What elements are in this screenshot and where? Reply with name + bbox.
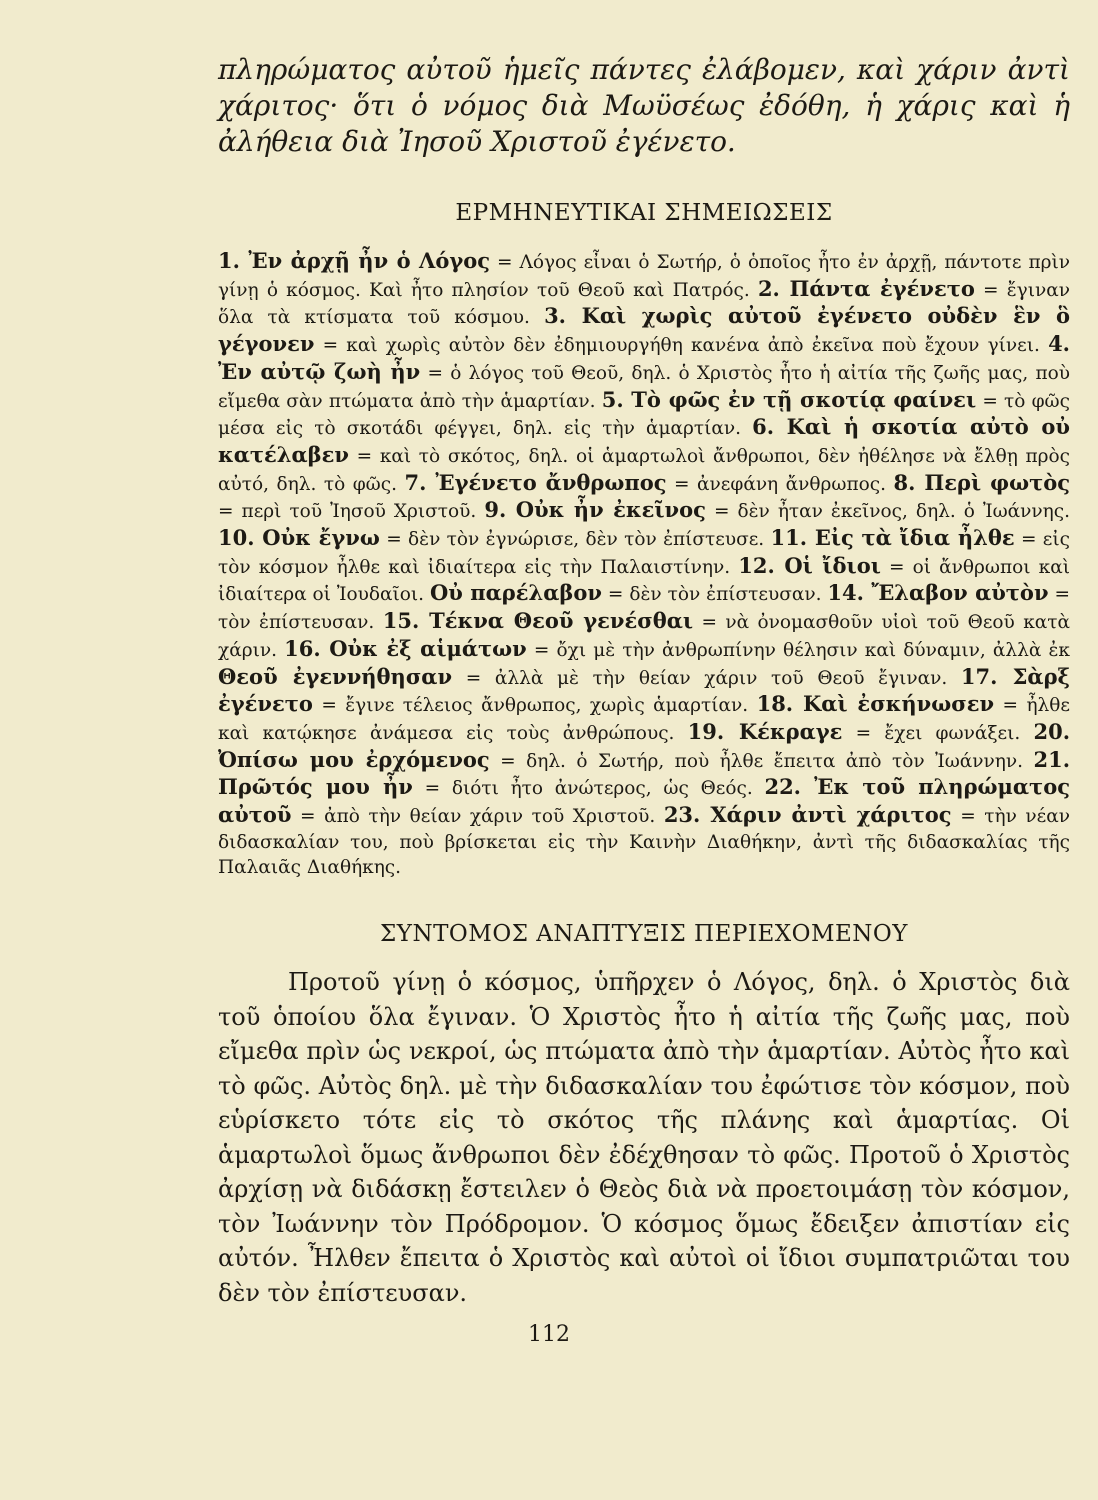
note-number: 4.: [1048, 331, 1070, 357]
note-number: 11.: [770, 525, 815, 551]
note-term-text: Οὐκ ἦν ἐκεῖνος: [515, 497, 706, 523]
note-definition: = ὁ λόγος τοῦ Θεοῦ, δηλ. ὁ Χριστὸς ἦτο ἡ αἰτία τῆς ζωῆς μας, ποὺ εἴμεθα σὰν πτώματα ἀπὸ τὴν ἁμαρτίαν.: [218, 362, 1070, 412]
note-term-text: Χάριν ἀντὶ χάριτος: [710, 802, 952, 828]
note-term-text: Ὀπίσω μου ἐρχόμενος: [218, 746, 490, 772]
note-term-text: Ἐγένετο ἄνθρωπος: [435, 469, 667, 495]
note-definition: = ἀπὸ τὴν θείαν χάριν τοῦ Χριστοῦ.: [291, 806, 664, 828]
note-number: 17.: [960, 663, 1013, 689]
note-term: [827, 580, 1048, 605]
note-term-text: Τὸ φῶς ἐν τῇ σκοτίᾳ φαίνει: [631, 386, 977, 412]
note-term-text: Κέκραγε: [738, 718, 843, 744]
note-number: 1.: [218, 248, 249, 273]
note-definition: = νὰ ὀνομασθοῦν υἱοὶ τοῦ Θεοῦ κατὰ χάριν.: [218, 612, 1070, 661]
note-item: [218, 663, 961, 689]
note-definition: = ἀνεφάνη ἄνθρωπος.: [666, 473, 894, 495]
note-number: 5.: [601, 386, 632, 412]
note-item: [404, 469, 894, 495]
note-term: [218, 664, 452, 689]
note-item: [687, 718, 1034, 744]
note-term: [484, 497, 706, 522]
note-number: 10.: [218, 525, 263, 551]
note-definition: = δηλ. ὁ Σωτήρ, ποὺ ἦλθε ἔπειτα ἀπὸ τὸν Ἰωάννην.: [489, 750, 1034, 772]
note-number: 9.: [484, 497, 516, 523]
note-definition: = ἦλθε καὶ κατῴκησε ἀνάμεσα εἰς τοὺς ἀνθρώπους.: [218, 695, 1070, 744]
note-term-text: Καὶ ἐσκήνωσεν: [802, 691, 995, 717]
note-definition: = ἔγινε τέλειος ἄνθρωπος, χωρὶς ἁμαρτίαν.: [312, 695, 757, 717]
note-item: [218, 525, 771, 551]
summary-paragraph: Προτοῦ γίνῃ ὁ κόσμος, ὑπῆρχεν ὁ Λόγος, δηλ. ὁ Χριστὸς διὰ τοῦ ὁποίου ὅλα ἔγιναν. Ὁ Χριστὸς ἦτο ἡ αἰτία τῆς ζωῆς μας, ποὺ εἴμεθα πρὶν ὡς νεκροί, ὡς πτώματα ἀπὸ τὴν ἁμαρτίαν. Αὐτὸς ἦτο καὶ τὸ φῶς. Αὐτὸς δηλ. μὲ τὴν διδασκαλίαν του ἐφώτισε τὸν κόσμον, ποὺ εὑρίσκετο τότε εἰς τὸ σκότος τῆς πλάνης καὶ ἁμαρτίας. Οἱ ἁμαρτωλοὶ ὅμως ἄνθρωποι δὲν ἐδέχθησαν τὸ φῶς. Προτοῦ ὁ Χριστὸς ἀρχίσῃ νὰ διδάσκῃ ἔστειλεν ὁ Θεὸς διὰ νὰ προετοιμάσῃ τὸν κόσμον, τὸν Ἰωάννην τὸν Πρόδρομον. Ὁ κόσμος ὅμως ἔδειξεν ἀπιστίαν εἰς αὐτόν. Ἦλθεν ἔπειτα ὁ Χριστὸς καὶ αὐτοὶ οἱ ἴδιοι συμπατριῶται του δὲν τὸν ἐπίστευσαν.: [218, 968, 1070, 1307]
note-number: 2.: [757, 275, 790, 301]
note-definition: = δὲν τὸν ἐγνώρισε, δὲν τὸν ἐπίστευσε.: [379, 529, 771, 551]
note-number: 23.: [663, 802, 711, 828]
note-definition: = ἔγιναν ὅλα τὰ κτίσματα τοῦ κόσμου.: [218, 279, 1070, 329]
note-number: 21.: [1033, 746, 1071, 772]
note-item: [430, 580, 828, 606]
note-term-text: Τέκνα Θεοῦ γενέσθαι: [429, 608, 694, 634]
note-definition: = εἰς τὸν κόσμον ἦλθε καὶ ἰδιαίτερα εἰς τὴν Παλαιστίνην.: [218, 529, 1070, 578]
note-item: [484, 497, 1070, 523]
note-term: [602, 387, 976, 412]
note-number: 3.: [544, 303, 582, 329]
note-item: [284, 635, 1070, 661]
note-term: [738, 553, 881, 578]
page-content: [218, 52, 1070, 1310]
note-definition: = ἀλλὰ μὲ τὴν θείαν χάριν τοῦ Θεοῦ ἔγιναν.: [452, 667, 961, 689]
note-term: [757, 691, 995, 716]
note-term-text: Πάντα ἐγένετο: [789, 275, 975, 301]
note-definition: = Λόγος εἶναι ὁ Σωτήρ, ὁ ὁποῖος ἦτο ἐν ἀρχῇ, πάντοτε πρὶν γίνῃ ὁ κόσμος. Καὶ ἦτο πλησίον τοῦ Θεοῦ καὶ Πατρός.: [218, 252, 1070, 301]
note-term-text: Οὐ παρέλαβον: [430, 580, 602, 606]
note-definition: = δὲν τὸν ἐπίστευσαν.: [601, 584, 828, 606]
note-number: 19.: [687, 718, 739, 744]
note-term-text: Καὶ χωρὶς αὐτοῦ ἐγένετο οὐδὲν ἓν ὃ γέγονεν: [218, 303, 1070, 357]
note-term-text: Οὐκ ἔγνω: [262, 525, 380, 551]
note-number: 15.: [382, 608, 430, 634]
note-term: [894, 470, 1070, 495]
note-term-text: Καὶ ἡ σκοτία αὐτὸ οὐ κατέλαβεν: [218, 414, 1070, 467]
note-term-text: Οἱ ἴδιοι: [784, 552, 881, 578]
note-number: 20.: [1033, 718, 1071, 744]
note-term: [405, 470, 667, 495]
note-term: [771, 525, 1015, 550]
note-term-text: Σὰρξ ἐγένετο: [218, 663, 1070, 717]
note-term-text: Οὐκ ἐξ αἱμάτων: [329, 635, 527, 661]
note-term-text: Θεοῦ ἐγεννήθησαν: [218, 663, 453, 689]
note-definition: = καὶ χωρὶς αὐτὸν δὲν ἐδημιουργήθη κανένα ἀπὸ ἐκεῖνα ποὺ ἔχουν γίνει.: [314, 335, 1049, 357]
note-definition: = τὸν ἐπίστευσαν.: [218, 584, 1070, 634]
note-term: [218, 248, 490, 273]
note-term: [383, 608, 693, 633]
note-term-text: Ἐν ἀρχῇ ἦν ὁ Λόγος: [248, 248, 490, 273]
note-term: [218, 525, 380, 550]
note-definition: = δὲν ἦταν ἐκεῖνος, δηλ. ὁ Ἰωάννης.: [705, 501, 1070, 523]
note-term-text: Ἔλαβον αὐτὸν: [871, 580, 1049, 606]
note-number: 6.: [752, 414, 787, 440]
note-term-text: Ἐκ τοῦ πληρώματος αὐτοῦ: [218, 774, 1070, 828]
note-term: [758, 276, 975, 301]
note-number: 22.: [764, 774, 815, 800]
note-term-text: Ἐν αὐτῷ ζωὴ ἦν: [218, 358, 421, 384]
note-number: 7.: [404, 469, 436, 495]
note-number: 18.: [756, 691, 803, 717]
note-definition: = καὶ τὸ σκότος, δηλ. οἱ ἁμαρτωλοὶ ἄνθρωποι, δὲν ἠθέλησε νὰ ἔλθῃ πρὸς αὐτό, δηλ. τὸ φῶς.: [218, 445, 1070, 495]
note-term-text: Περὶ φωτὸς: [924, 469, 1070, 495]
note-number: 16.: [284, 635, 330, 661]
note-term: [664, 802, 952, 827]
summary-heading: ΣΥΝΤΟΜΟΣ ΑΝΑΠΤΥΞΙΣ ΠΕΡΙΕΧΟΜΕΝΟΥ: [380, 921, 908, 948]
note-definition: = διότι ἦτο ἀνώτερος, ὡς Θεός.: [412, 778, 765, 800]
note-definition: = τὴν νέαν διδασκαλίαν του, ποὺ βρίσκεται εἰς τὴν Καινὴν Διαθήκην, ἀντὶ τῆς διδασκαλίας τῆς Παλαιᾶς Διαθήκης.: [218, 806, 1070, 879]
page-number: 112: [528, 1322, 570, 1347]
note-number: 14.: [827, 580, 872, 606]
note-number: 12.: [738, 552, 785, 578]
note-term: [688, 719, 843, 744]
notes-paragraph: [218, 248, 1070, 881]
note-definition: = οἱ ἄνθρωποι καὶ ἰδιαίτερα οἱ Ἰουδαῖοι.: [218, 556, 1070, 606]
note-definition: = τὸ φῶς μέσα εἰς τὸ σκοτάδι φέγγει, δηλ. εἰς τὴν ἁμαρτίαν.: [218, 390, 1071, 440]
note-term-text: Πρῶτός μου ἦν: [218, 774, 413, 800]
intro-paragraph: πληρώματος αὐτοῦ ἡμεῖς πάντες ἐλάβομεν, καὶ χάριν ἀντὶ χάριτος· ὅτι ὁ νόμος διὰ Μωϋσέως ἐδόθη, ἡ χάρις καὶ ἡ ἀλήθεια διὰ Ἰησοῦ Χριστοῦ ἐγένετο.: [218, 53, 1070, 158]
note-term: [430, 580, 602, 605]
note-definition: = ὄχι μὲ τὴν ἀνθρωπίνην θέλησιν καὶ δύναμιν, ἀλλὰ ἐκ: [526, 639, 1070, 661]
note-definition: = ἔχει φωνάξει.: [842, 722, 1034, 744]
note-definition: = περὶ τοῦ Ἰησοῦ Χριστοῦ.: [218, 501, 485, 523]
note-term-text: Εἰς τὰ ἴδια ἦλθε: [814, 525, 1015, 551]
note-number: 8.: [893, 469, 925, 495]
notes-heading: ΕΡΜΗΝΕΥΤΙΚΑΙ ΣΗΜΕΙΩΣΕΙΣ: [455, 200, 833, 226]
note-term: [284, 636, 527, 661]
